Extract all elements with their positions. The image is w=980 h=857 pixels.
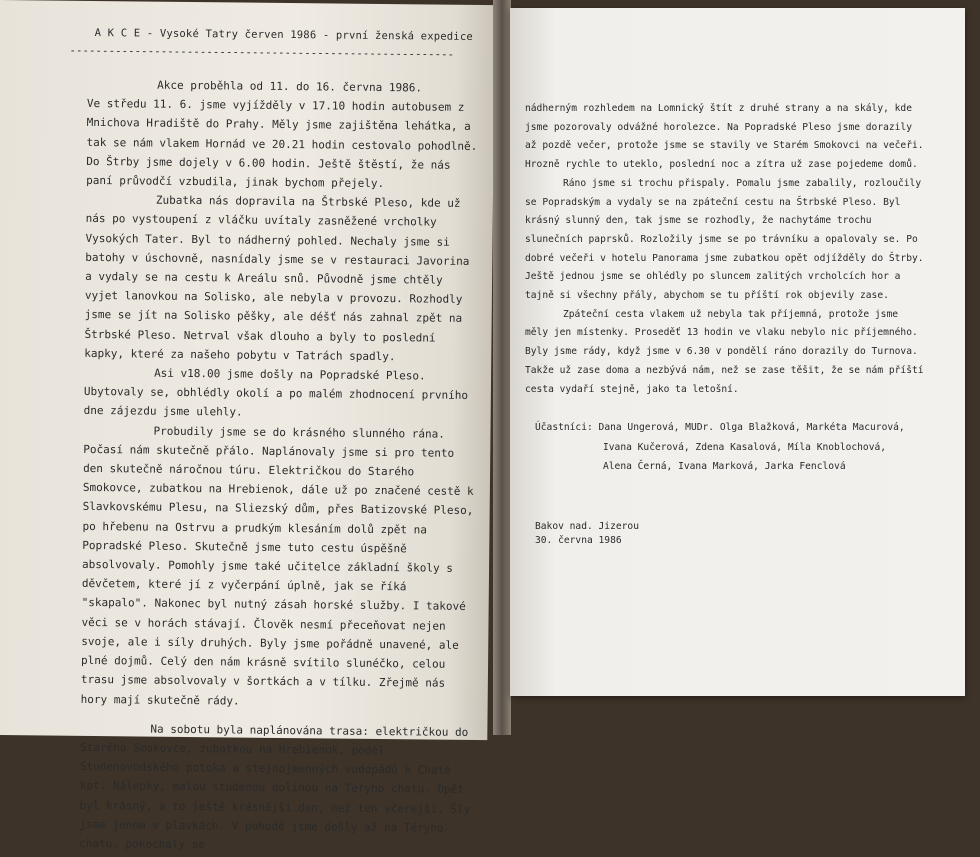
left-body-text xyxy=(79,75,479,857)
heading-underline: ----------------------------------------------------------- xyxy=(69,44,455,61)
paragraph: Asi v18.00 jsme došly na Popradské Pleso. Ubytovaly se, obhlédly okolí a po malém zhodnocení prvního dne zájezdu jsme ulehly. xyxy=(83,366,469,420)
place: Bakov nad. Jizerou xyxy=(535,521,639,532)
paragraph: Akce proběhla od 11. do 16. června 1986. xyxy=(157,78,423,95)
book-gutter xyxy=(493,0,511,735)
paragraph: Probudily jsme se do krásného slunného rána. Počasí nám skutečně přálo. Naplánovaly jsme si pro tento den skutečně náročnou túru. Električkou do Starého Smokovce, zubatkou na Hrebienok, dále už po značené cestě k Slavkovskému Plesu, na Sliezský dům, přes Batizovské Pleso, po hřebenu na Ostrvu a prudkým klesáním dolů zpět na Popradské Pleso. Skutečně jsme tuto cestu úspěšně absolvovaly. Pomohly jsme také učitelce základní školy s děvčetem, které jí z vyčerpání úplně, jak se říká "skapalo". Nakonec byl nutný zásah horské služby. I takové věci se v horách stávají. Člověk nesmí přeceňovat nejen svoje, ale i síly druhých. Byly jsme pořádně unavené, ale plné dojmů. Celý den nám krásně svítilo slunéčko, celou trasu jsme absolvovaly v šortkách a v tílku. Zřejmě nás hory mají skutečně rády. xyxy=(80,424,474,708)
paragraph: Ráno jsme si trochu přispaly. Pomalu jsme zabalily, rozloučily se Popradským a vydaly se na zpáteční cestu na Štrbské Pleso. Byl krásný slunný den, tak jsme se rozhodly, že nachytáme trochu slunečních paprsků. Rozložily jsme se po trávníku a opalovaly se. Po dobré večeři v hotelu Panorama jsme zubatkou opět odjížděly do Štrby. Ještě jednou jsme se ohlédly po sluncem zalitých vrcholcích hor a tajně si všechny přály, abychom se tu příští rok objevily zase. xyxy=(525,177,924,302)
right-body-text xyxy=(525,100,925,399)
participants-line: Dana Ungerová, MUDr. Olga Blažková, Markéta Macurová, xyxy=(598,422,905,433)
right-page xyxy=(510,8,965,696)
paragraph: Zubatka nás dopravila na Štrbské Pleso, kde už nás po vystoupení z vláčku uvítaly zasněžené vrcholky Vysokých Tater. Byl to nádherný pohled. Nechaly jsme si batohy v úschovně, nasnídaly jsme se v restauraci Javorina a vydaly se na cestu k Areálu snů. Původně jsme chtěly vyjet lanovkou na Solisko, ale nebyla v provozu. Rozhodly jsme se jít na Solisko pěšky, ale déšť nás zahnal zpět na Štrbské Pleso. Netrval však dlouho a byly to poslední kapky, které za našeho pobytu v Tatrách spadly. xyxy=(84,193,470,364)
participants-list xyxy=(535,418,955,477)
participants-line: Ivana Kučerová, Zdena Kasalová, Míla Knoblochová, xyxy=(603,441,887,453)
paragraph: Na sobotu byla naplánována trasa: električkou do Starého Smokovce, zubatkou na Hrebienok, podél Studenovodského potoka a stejnojmenných vodopádů k Chatě kpt. Nálepky, malou studenou dolinou na Téryho chatu. Opět byl krásný, a to ještě krásnější den, než ten včerejší. Šly jsme jenom v plavkách. V pohodě jsme došly až na Téryho chatu, pokochaly se xyxy=(79,722,471,852)
participants-line: Alena Černá, Ivana Marková, Jarka Fenclová xyxy=(603,461,846,472)
paragraph: nádherným rozhledem na Lomnický štít z druhé strany a na skály, kde jsme pozorovaly odvážné horolezce. Na Popradské Pleso jsme dorazily až pozdě večer, protože jsme se stavily ve Starém Smokovci na večeři. Hrozně rychle to uteklo, poslední noc a zítra už zase pojedeme domů. xyxy=(525,103,924,171)
participants-label: Účastníci: xyxy=(535,422,593,433)
paragraph: Ve středu 11. 6. jsme vyjížděly v 17.10 hodin autobusem z Mnichova Hradiště do Prahy. Měly jsme zajištěna lehátka, a tak se nám vlakem Hornád ve 20.21 hodin cestovalo pohodlně. Do Štrby jsme dojely v 6.00 hodin. Ještě štěstí, že nás paní průvodčí vzbudila, jinak bychom přejely. xyxy=(86,97,478,191)
paragraph: Zpáteční cesta vlakem už nebyla tak příjemná, protože jsme měly jen místenky. Proseděť 13 hodin ve vlaku nebylo nic příjemného. Byly jsme rády, když jsme v 6.30 v pondělí ráno dorazily do Turnova. Takže už zase doma a nezbývá nám, než se zase těšit, že se nám příští cesta vydaří stejně, jako ta letošní. xyxy=(525,308,924,395)
document-heading: A K C E - Vysoké Tatry červen 1986 - první ženská expedice xyxy=(94,26,473,43)
date: 30. června 1986 xyxy=(535,535,622,546)
participants-row xyxy=(535,418,955,438)
place-and-date xyxy=(535,520,639,548)
